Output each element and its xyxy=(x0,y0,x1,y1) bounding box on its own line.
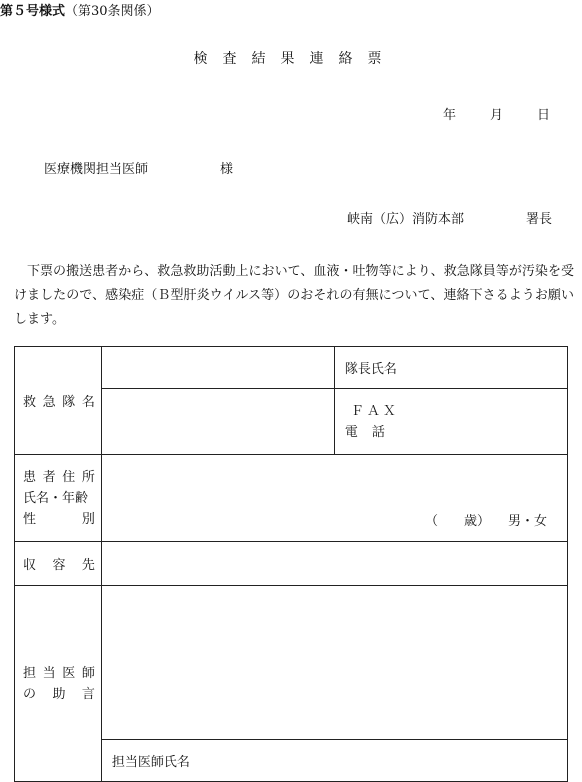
tel-label: 電話 xyxy=(344,424,399,440)
captain-name-cell[interactable] xyxy=(334,347,567,389)
team-name-label-cell xyxy=(15,347,102,455)
sex-options: 男・女 xyxy=(507,514,547,529)
report-form-table xyxy=(14,346,568,782)
date-day-label: 日 xyxy=(536,108,550,123)
date-year-label: 年 xyxy=(442,108,456,123)
patient-field[interactable] xyxy=(101,455,567,542)
age-open-paren: （ xyxy=(424,514,438,529)
advice-label-cell xyxy=(15,586,102,782)
patient-sex-label: 性 別 xyxy=(23,511,95,527)
sender-title: 署長 xyxy=(525,212,552,227)
form-number: 第５号様式 xyxy=(0,4,66,19)
fax-label: ＦＡＸ xyxy=(350,403,399,419)
patient-name-age-label: 氏名・年齢 xyxy=(23,490,89,506)
team-name-label: 救 急 隊 名 xyxy=(23,395,95,410)
patient-address-label: 患 者 住 所 xyxy=(23,469,95,485)
fax-tel-cell[interactable] xyxy=(334,389,567,455)
doctor-name-label: 担当医師氏名 xyxy=(111,755,190,770)
advice-label-line1: 担 当 医 師 xyxy=(23,665,95,681)
form-clause: （第30条関係） xyxy=(65,4,160,19)
age-sex-field xyxy=(425,510,547,529)
addressee-honorific: 様 xyxy=(220,162,234,177)
form-number-label xyxy=(0,0,160,19)
page-title: 検査結果連絡票 xyxy=(193,51,397,67)
destination-field[interactable] xyxy=(101,542,567,586)
captain-name-label: 隊長氏名 xyxy=(344,362,397,377)
team-name-field-bottom[interactable] xyxy=(101,389,334,455)
date-month-label: 月 xyxy=(489,108,503,123)
date-row xyxy=(443,104,550,123)
advice-label-line2: の 助 言 xyxy=(23,686,95,702)
advice-field[interactable] xyxy=(101,586,567,740)
doctor-name-cell[interactable] xyxy=(101,740,567,782)
addressee-line xyxy=(44,158,233,177)
patient-label-cell xyxy=(15,455,102,542)
sender-department: 峡南（広）消防本部 xyxy=(346,212,464,227)
request-body-text: 下票の搬送患者から、救急救助活動上において、血液・吐物等により、救急隊員等が汚染を受けましたので、感染症（Ｂ型肝炎ウイルス等）のおそれの有無について、連絡下さるようお願いします。 xyxy=(14,264,574,327)
addressee-doctor: 医療機関担当医師 xyxy=(44,162,149,177)
destination-label-cell xyxy=(15,542,102,586)
team-name-field-top[interactable] xyxy=(101,347,334,389)
destination-label: 収 容 先 xyxy=(23,558,95,573)
sender-line xyxy=(347,208,552,227)
age-unit: 歳） xyxy=(463,514,490,529)
